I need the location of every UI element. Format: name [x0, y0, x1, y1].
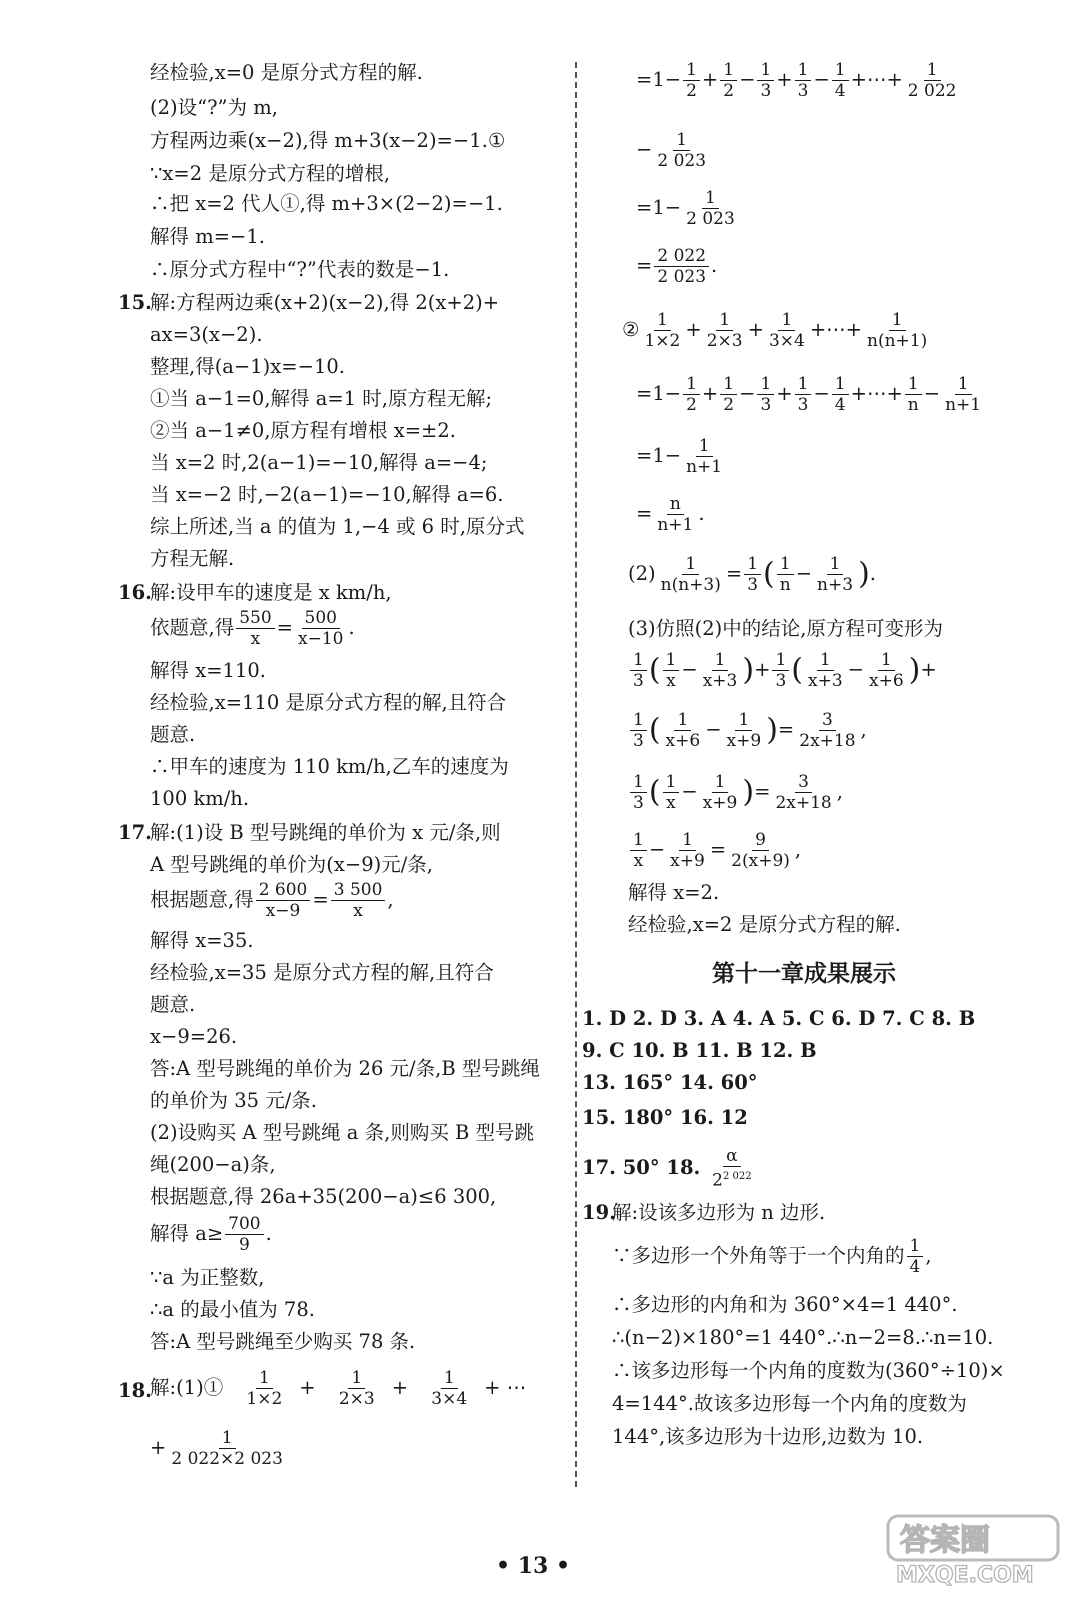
answer-row: 15. 180° 16. 12	[582, 1106, 748, 1129]
text-line: 解得 m=−1.	[150, 225, 265, 248]
equation-line: 依题意,得 $\frac{550}{x}$ = $\frac{500}{x-10}$ .	[150, 608, 355, 649]
question-number: 16.	[118, 581, 152, 604]
text-line: 经检验,x=0 是原分式方程的解.	[150, 61, 423, 84]
question-number: 17.	[118, 821, 152, 844]
text-line: 答:A 型号跳绳的单价为 26 元/条,B 型号跳绳	[150, 1057, 540, 1080]
text-line: 解:设该多边形为 n 边形.	[612, 1201, 826, 1224]
question-number: 19.	[582, 1201, 616, 1224]
text-line: (2)设“?”为 m,	[150, 96, 278, 119]
fraction: $\frac{1}{1\times 2}$	[246, 1368, 283, 1409]
svg-text:MXQE.COM: MXQE.COM	[896, 1563, 1034, 1588]
equation-line: = $\frac{2 022}{2 023}$ .	[636, 246, 718, 287]
text-line: A 型号跳绳的单价为(x−9)元/条,	[150, 853, 434, 876]
question-number: 18.	[118, 1379, 152, 1402]
text-line: 题意.	[150, 993, 196, 1016]
text-line: 题意.	[150, 723, 196, 746]
text-line: ②当 a−1≠0,原方程有增根 x=±2.	[150, 419, 456, 442]
text-line: 方程两边乘(x−2),得 m+3(x−2)=−1.①	[150, 129, 506, 152]
text-line: 解:设甲车的速度是 x km/h,	[150, 581, 392, 604]
text-line: 整理,得(a−1)x=−10.	[150, 355, 345, 378]
equation-line: ② $\frac{1}{1\times 2}$ + $\frac{1}{2\times 3}$ + $\frac{1}{3\times 4}$ +⋯+ $\frac{1}{n(n+1)}$	[622, 310, 928, 351]
equation-line: + $\frac{1}{2 022\times 2 023}$	[150, 1428, 288, 1469]
text-line: ∴原分式方程中“?”代表的数是−1.	[150, 258, 450, 281]
text-line: 144°,该多边形为十边形,边数为 10.	[612, 1425, 924, 1448]
text-line: 解得 x=35.	[150, 929, 254, 952]
equation-line: = $\frac{n}{n+1}$ .	[636, 494, 705, 535]
fraction: $\frac{1}{2 022\times 2 023}$	[171, 1428, 283, 1469]
watermark-logo	[886, 1512, 1066, 1588]
text-line: ax=3(x−2).	[150, 323, 263, 346]
fraction: $\frac{3 500}{x}$	[331, 880, 386, 921]
text-line: 解得 x=110.	[150, 659, 266, 682]
equation-line: (2) $\frac{1}{n(n+3)}$ = $\frac{1}{3}$ ( $\frac{1}{n}$ − $\frac{1}{n+3}$ ).	[628, 554, 876, 595]
equation-line: =1− $\frac{1}{2}$ + $\frac{1}{2}$ − $\frac{1}{3}$ + $\frac{1}{3}$ − $\frac{1}{4}$ +⋯+ $\frac{1}{n}$ − $\frac{1}{n+1}$	[636, 374, 982, 415]
text-line: 4=144°.故该多边形每一个内角的度数为	[612, 1392, 967, 1415]
equation-line: $\frac{1}{x}$ − $\frac{1}{x+9}$ = $\frac{9}{2(x+9)}$ ,	[628, 830, 801, 871]
text-line: 解:方程两边乘(x+2)(x−2),得 2(x+2)+	[150, 291, 500, 314]
answer-row: 13. 165° 14. 60°	[582, 1071, 758, 1094]
text-line: ∴多边形的内角和为 360°×4=1 440°.	[612, 1293, 958, 1316]
text-line: 当 x=−2 时,−2(a−1)=−10,解得 a=6.	[150, 483, 504, 506]
text-line: ∵x=2 是原分式方程的增根,	[150, 162, 391, 185]
text-line: 经检验,x=2 是原分式方程的解.	[628, 913, 901, 936]
equation-line: $\frac{1}{3}$ ( $\frac{1}{x}$ − $\frac{1}{x+9}$ )= $\frac{3}{2x+18}$ ,	[628, 772, 843, 813]
column-divider	[575, 62, 577, 1487]
fraction: $\frac{700}{9}$	[225, 1214, 263, 1255]
fraction: $\frac{500}{x-10}$	[298, 608, 344, 649]
text-line: ∴a 的最小值为 78.	[150, 1298, 315, 1321]
text-line: 经检验,x=110 是原分式方程的解,且符合	[150, 691, 507, 714]
equation-line: − $\frac{1}{2 023}$	[636, 130, 707, 171]
text-line: 经检验,x=35 是原分式方程的解,且符合	[150, 961, 494, 984]
text-line: ∴该多边形每一个内角的度数为(360°÷10)×	[612, 1359, 1005, 1382]
answer-row: 17. 50° 18. $\frac{\alpha}{2^{2 022}}$	[582, 1146, 752, 1191]
svg-text:答案圈: 答案圈	[900, 1523, 990, 1558]
answer-row: 1. D 2. D 3. A 4. A 5. C 6. D 7. C 8. B	[582, 1007, 976, 1030]
answer-row: 9. C 10. B 11. B 12. B	[582, 1039, 817, 1062]
text-line: ∴甲车的速度为 110 km/h,乙车的速度为	[150, 755, 509, 778]
text-line: ∴(n−2)×180°=1 440°.∴n−2=8.∴n=10.	[612, 1326, 994, 1349]
text-line: 当 x=2 时,2(a−1)=−10,解得 a=−4;	[150, 451, 488, 474]
equation-line: 解:(1)① $\frac{1}{1\times 2}$ + $\frac{1}{2\times 3}$ + $\frac{1}{3\times 4}$ + ⋯	[150, 1368, 527, 1409]
equation-line: =1− $\frac{1}{2}$ + $\frac{1}{2}$ − $\frac{1}{3}$ + $\frac{1}{3}$ − $\frac{1}{4}$ +⋯+ $\frac{1}{2 022}$	[636, 60, 957, 101]
equation-line: $\frac{1}{3}$ ( $\frac{1}{x}$ − $\frac{1}{x+3}$ )+ $\frac{1}{3}$ ( $\frac{1}{x+3}$ − $\frac{1}{x+6}$ )+	[628, 650, 937, 691]
equation-line: =1− $\frac{1}{n+1}$	[636, 436, 723, 477]
fraction: $\frac{1}{3\times 4}$	[431, 1368, 468, 1409]
text-line: 解:(1)设 B 型号跳绳的单价为 x 元/条,则	[150, 821, 501, 844]
text-line: x−9=26.	[150, 1025, 238, 1048]
text-line: 方程无解.	[150, 547, 235, 570]
fraction: $\frac{550}{x}$	[236, 608, 274, 649]
equation-line: 解得 a≥ $\frac{700}{9}$ .	[150, 1214, 272, 1255]
text-line: 的单价为 35 元/条.	[150, 1089, 317, 1112]
text-line: ∵a 为正整数,	[150, 1266, 265, 1289]
text-line: 综上所述,当 a 的值为 1,−4 或 6 时,原分式	[150, 515, 525, 538]
equation-line: 根据题意,得 $\frac{2 600}{x-9}$ = $\frac{3 500}{x}$ ,	[150, 880, 394, 921]
section-heading: 第十一章成果展示	[712, 961, 896, 987]
equation-line: $\frac{1}{3}$ ( $\frac{1}{x+6}$ − $\frac{1}{x+9}$ )= $\frac{3}{2x+18}$ ,	[628, 710, 867, 751]
text-line: (3)仿照(2)中的结论,原方程可变形为	[628, 617, 943, 640]
text-line: 答:A 型号跳绳至少购买 78 条.	[150, 1330, 416, 1353]
text-line: 绳(200−a)条,	[150, 1153, 276, 1176]
text-line: ∴把 x=2 代人①,得 m+3×(2−2)=−1.	[150, 192, 503, 215]
text-line: 100 km/h.	[150, 787, 250, 810]
text-line: 解得 x=2.	[628, 881, 720, 904]
text-line: ①当 a−1=0,解得 a=1 时,原方程无解;	[150, 387, 493, 410]
fraction: $\frac{2 600}{x-9}$	[256, 880, 311, 921]
page-number: • 13 •	[496, 1553, 571, 1579]
text-line: 根据题意,得 26a+35(200−a)≤6 300,	[150, 1185, 497, 1208]
text-line: (2)设购买 A 型号跳绳 a 条,则购买 B 型号跳	[150, 1121, 535, 1144]
question-number: 15.	[118, 291, 152, 314]
equation-line: ∵多边形一个外角等于一个内角的 $\frac{1}{4}$ ,	[612, 1236, 932, 1277]
equation-line: =1− $\frac{1}{2 023}$	[636, 188, 735, 229]
fraction: $\frac{1}{2\times 3}$	[338, 1368, 375, 1409]
